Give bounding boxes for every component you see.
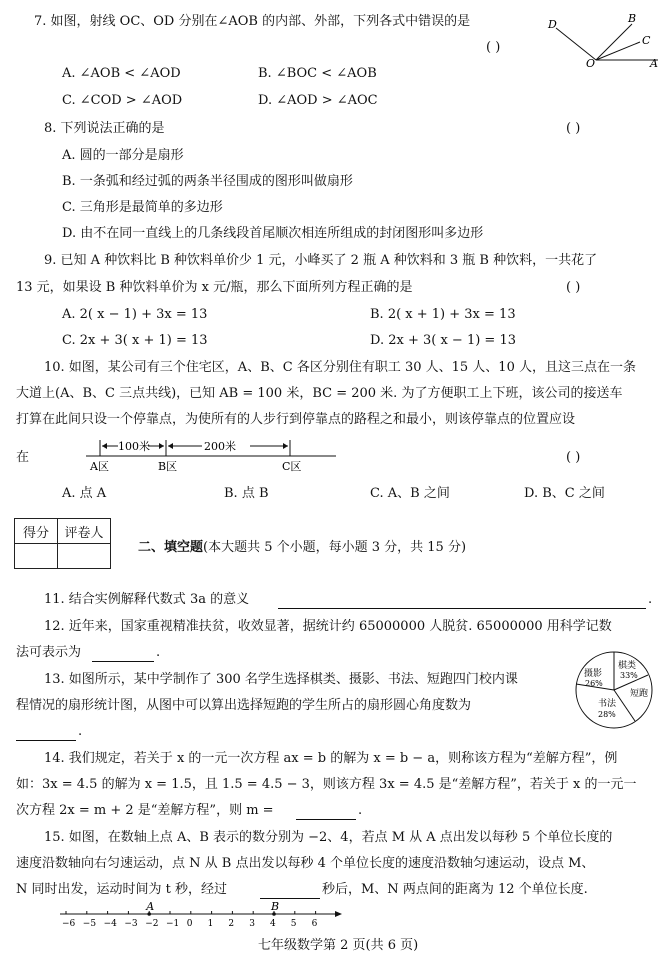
pie-label-chess: 棋类 bbox=[618, 661, 637, 671]
label-o: O bbox=[586, 57, 596, 68]
pie-pct-photo: 26% bbox=[585, 679, 603, 688]
q14-line3: 次方程 2x = m + 2 是“差解方程”，则 m = bbox=[16, 803, 274, 818]
q10-line4: 在 bbox=[16, 450, 30, 465]
q8-option-b[interactable]: B. 一条弧和经过弧的两条半径围成的图形叫做扇形 bbox=[62, 174, 353, 189]
tick-label: 6 bbox=[311, 919, 318, 929]
q9-option-b[interactable]: B. 2( x + 1) + 3x = 13 bbox=[370, 307, 516, 322]
q15-line3a: N 同时出发，运动时间为 t 秒，经过 bbox=[16, 882, 227, 897]
tick-label: 5 bbox=[290, 919, 297, 929]
tick-label: −3 bbox=[124, 919, 138, 929]
tick-label: −5 bbox=[82, 919, 97, 929]
pie-label-calligraphy: 书法 bbox=[598, 699, 617, 709]
q10-line3: 打算在此间只设一个停靠点，为使所有的人步行到停靠点的路程之和最小，则该停靠点的位置应设 bbox=[16, 412, 576, 427]
ab-distance: 100米 bbox=[118, 440, 150, 453]
score-table bbox=[14, 518, 111, 569]
point-b-label: B bbox=[271, 900, 280, 913]
q8-option-a[interactable]: A. 圆的一部分是扇形 bbox=[62, 148, 184, 163]
q15-line1: 15. 如图，在数轴上点 A、B 表示的数分别为 −2、4，若点 M 从 A 点出发以每秒 5 个单位长度的 bbox=[44, 830, 613, 845]
grader-header: 评卷人 bbox=[58, 519, 111, 544]
tick-label: 3 bbox=[249, 919, 255, 929]
q8-stem: 8. 下列说法正确的是 bbox=[44, 121, 165, 136]
pie-pct-calligraphy: 28% bbox=[598, 710, 616, 719]
q11-stem: 11. 结合实例解释代数式 3a 的意义 bbox=[44, 592, 250, 607]
label-c: C bbox=[642, 34, 651, 47]
tick-label: 1 bbox=[207, 919, 214, 929]
q13-line1: 13. 如图所示，某中学制作了 300 名学生选择棋类、摄影、书法、短跑四门校内课 bbox=[44, 672, 518, 687]
point-a-label: A bbox=[146, 900, 155, 913]
q10-answer-paren: ( ) bbox=[566, 450, 581, 465]
score-cell[interactable] bbox=[15, 544, 58, 569]
q9-line1: 9. 已知 A 种饮料比 B 种饮料单价少 1 元，小峰买了 2 瓶 A 种饮料和 3 瓶 B 种饮料，一共花了 bbox=[44, 253, 598, 268]
page-footer: 七年级数学第 2 页(共 6 页) bbox=[258, 938, 419, 953]
q9-option-a[interactable]: A. 2( x − 1) + 3x = 13 bbox=[62, 307, 208, 322]
zone-c: C区 bbox=[282, 460, 302, 473]
q13-pie-chart bbox=[566, 648, 662, 732]
q14-line1: 14. 我们规定，若关于 x 的一元一次方程 ax = b 的解为 x = b − a，则称该方程为“差解方程”，例 bbox=[44, 751, 618, 766]
q10-line2: 大道上(A、B、C 三点共线)，已知 AB = 100 米，BC = 200 米. 为了方便职工上下班，该公司的接送车 bbox=[16, 386, 623, 401]
q9-option-c[interactable]: C. 2x + 3( x + 1) = 13 bbox=[62, 333, 208, 348]
q14-line2: 如：3x = 4.5 的解为 x = 1.5，且 1.5 = 4.5 − 3，则该方程 3x = 4.5 是“差解方程”，若关于 x 的一元一 bbox=[16, 777, 637, 792]
q14-answer-blank[interactable] bbox=[296, 805, 356, 820]
label-a: A bbox=[650, 57, 658, 68]
q9-option-d[interactable]: D. 2x + 3( x − 1) = 13 bbox=[370, 333, 516, 348]
q12-line1: 12. 近年来，国家重视精准扶贫，收效显著，据统计约 65000000 人脱贫. 65000000 用科学记数 bbox=[44, 619, 612, 634]
tick-label: −1 bbox=[166, 919, 180, 929]
q12-end: . bbox=[156, 645, 161, 660]
q10-road-figure bbox=[80, 436, 340, 474]
zone-b: B区 bbox=[158, 460, 178, 473]
q15-answer-blank[interactable] bbox=[260, 884, 320, 899]
pie-label-sprint: 短跑 bbox=[630, 689, 649, 699]
tick-label: 0 bbox=[186, 919, 193, 929]
tick-label: 4 bbox=[270, 919, 276, 929]
tick-label: −2 bbox=[145, 919, 159, 929]
section2-heading bbox=[138, 540, 466, 556]
q8-answer-paren: ( ) bbox=[566, 121, 581, 136]
q13-end: . bbox=[78, 724, 83, 739]
q13-answer-blank[interactable] bbox=[16, 726, 76, 741]
tick-label: −6 bbox=[62, 919, 76, 929]
label-b: B bbox=[628, 12, 637, 25]
q7-angle-figure bbox=[540, 8, 665, 68]
zone-a: A区 bbox=[90, 460, 109, 473]
q15-line3b: 秒后，M、N 两点间的距离为 12 个单位长度. bbox=[322, 882, 588, 897]
bc-distance: 200米 bbox=[204, 440, 236, 453]
tick-label: 2 bbox=[228, 919, 235, 929]
q10-option-b[interactable]: B. 点 B bbox=[224, 486, 269, 501]
q11-end: . bbox=[648, 592, 653, 607]
q10-option-c[interactable]: C. A、B 之间 bbox=[370, 486, 450, 501]
q7-option-b[interactable]: B. ∠BOC < ∠AOB bbox=[258, 66, 377, 81]
tick-label: −4 bbox=[103, 919, 117, 929]
q12-line2: 法可表示为 bbox=[16, 645, 82, 660]
pie-pct-chess: 33% bbox=[620, 671, 638, 680]
q8-option-c[interactable]: C. 三角形是最简单的多边形 bbox=[62, 200, 223, 215]
q7-option-c[interactable]: C. ∠COD > ∠AOD bbox=[62, 93, 183, 108]
q10-option-d[interactable]: D. B、C 之间 bbox=[524, 486, 605, 501]
grader-cell[interactable] bbox=[58, 544, 111, 569]
score-header: 得分 bbox=[15, 519, 58, 544]
q8-option-d[interactable]: D. 由不在同一直线上的几条线段首尾顺次相连所组成的封闭图形叫多边形 bbox=[62, 226, 484, 241]
q12-answer-blank[interactable] bbox=[92, 647, 154, 662]
q10-option-a[interactable]: A. 点 A bbox=[62, 486, 107, 501]
q10-line1: 10. 如图，某公司有三个住宅区，A、B、C 各区分别住有职工 30 人、15 人、10 人，且这三点在一条 bbox=[44, 360, 636, 375]
q7-answer-paren: ( ) bbox=[486, 40, 501, 55]
pie-label-photo: 摄影 bbox=[584, 669, 603, 679]
q15-number-line bbox=[56, 900, 346, 934]
q13-line2: 程情况的扇形统计图，从图中可以算出选择短跑的学生所占的扇形圆心角度数为 bbox=[16, 698, 472, 713]
q11-answer-blank[interactable] bbox=[278, 594, 646, 609]
q15-line2: 速度沿数轴向右匀速运动，点 N 从 B 点出发以每秒 4 个单位长度的速度沿数轴匀速运动，设点 M、 bbox=[16, 856, 595, 871]
label-d: D bbox=[548, 18, 557, 31]
q9-line2: 13 元，如果设 B 种饮料单价为 x 元/瓶，那么下面所列方程正确的是 bbox=[16, 280, 413, 295]
q7-stem: 7. 如图，射线 OC、OD 分别在∠AOB 的内部、外部，下列各式中错误的是 bbox=[34, 14, 471, 29]
q7-option-d[interactable]: D. ∠AOD > ∠AOC bbox=[258, 93, 378, 108]
q9-answer-paren: ( ) bbox=[566, 280, 581, 295]
section2-title: 二、填空题 bbox=[138, 540, 204, 555]
q14-end: . bbox=[358, 803, 363, 818]
q7-option-a[interactable]: A. ∠AOB < ∠AOD bbox=[62, 66, 181, 81]
section2-note: (本大题共 5 个小题，每小题 3 分，共 15 分) bbox=[203, 540, 467, 555]
